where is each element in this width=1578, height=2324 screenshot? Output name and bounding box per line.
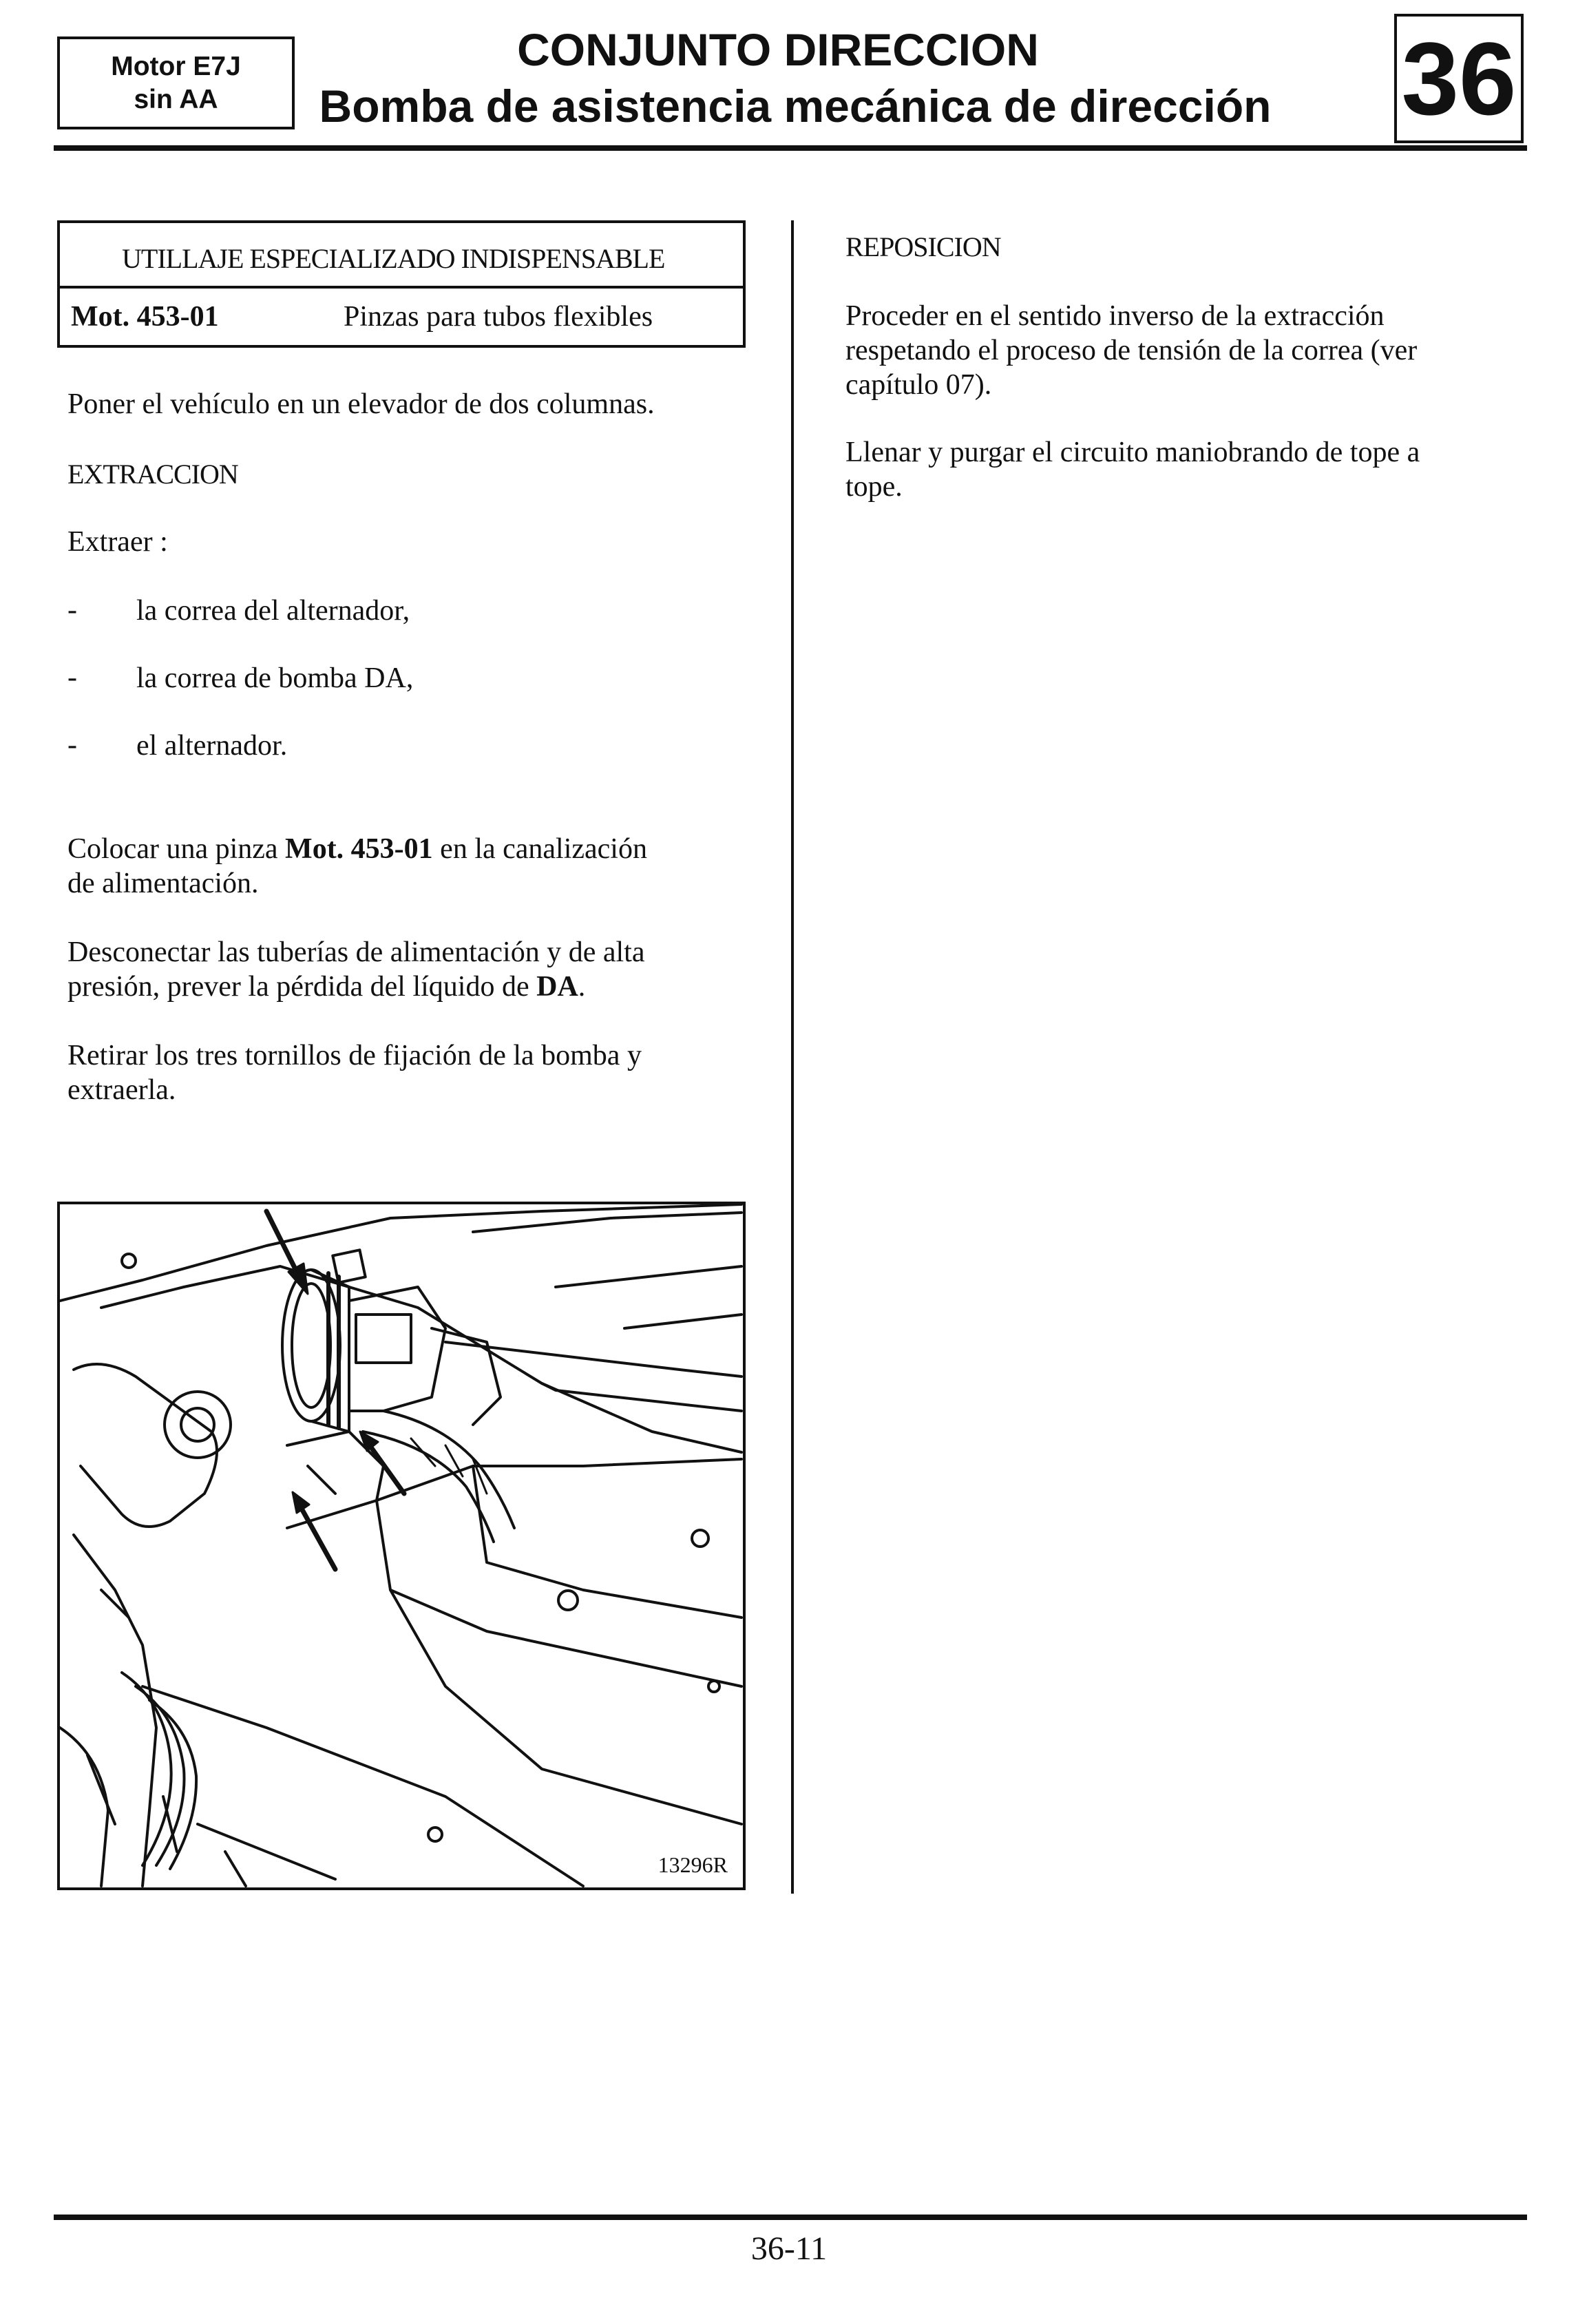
section-number: 36 [1401, 20, 1517, 136]
reposition-text: tope. [845, 471, 903, 503]
extract-label: Extraer : [67, 526, 168, 558]
intro-paragraph: Poner el vehículo en un elevador de dos columnas. [67, 388, 655, 420]
extraction-heading: EXTRACCION [67, 459, 238, 490]
disconnect-text: presión, prever la pérdida del líquido de [67, 971, 537, 1003]
column-divider [791, 220, 794, 1894]
page-number: 36-11 [750, 2230, 828, 2267]
tool-code-inline: Mot. 453-01 [285, 833, 433, 865]
engine-bay-drawing [60, 1204, 743, 1887]
header-rule [54, 145, 1527, 151]
tools-table-header-row [60, 223, 743, 289]
tool-description: Pinzas para tubos flexibles [344, 301, 653, 333]
da-inline: DA [536, 971, 578, 1003]
disconnect-text: . [578, 971, 586, 1003]
engine-line-1: Motor E7J [111, 51, 241, 81]
reposition-text: capítulo 07). [845, 369, 992, 401]
reposition-text: Llenar y purgar el circuito maniobrando de tope a [845, 437, 1420, 468]
reposition-text: respetando el proceso de tensión de la correa (ver [845, 335, 1418, 366]
list-item: el alternador. [136, 730, 288, 762]
reposition-paragraph-1 [845, 299, 1417, 402]
reposition-text: Proceder en el sentido inverso de la extracción [845, 300, 1385, 332]
clamp-paragraph [67, 832, 647, 901]
page-subtitle: Bomba de asistencia mecánica de dirección [319, 81, 1272, 132]
tool-code: Mot. 453-01 [71, 301, 219, 333]
tools-table [57, 220, 746, 348]
section-number-box [1394, 14, 1524, 143]
list-item: la correa de bomba DA, [136, 662, 414, 694]
engine-label-box [57, 36, 295, 129]
figure-reference: 13296R [658, 1852, 728, 1877]
clamp-text: Colocar una pinza [67, 833, 286, 865]
page-title: CONJUNTO DIRECCION [517, 24, 1039, 75]
list-item: la correa del alternador, [136, 595, 410, 627]
clamp-text: de alimentación. [67, 868, 259, 899]
list-bullet: - [67, 729, 77, 761]
tools-table-heading: UTILLAJE ESPECIALIZADO INDISPENSABLE [122, 243, 665, 274]
list-bullet: - [67, 662, 77, 693]
remove-text: Retirar los tres tornillos de fijación de la bomba y [67, 1040, 642, 1071]
clamp-text: en la canalización [432, 833, 647, 865]
disconnect-text: Desconectar las tuberías de alimentación y de alta [67, 936, 645, 968]
engine-line-2: sin AA [134, 84, 218, 114]
footer-rule [54, 2215, 1527, 2220]
technical-illustration [57, 1202, 746, 1890]
list-bullet: - [67, 594, 77, 626]
remove-text: extraerla. [67, 1074, 176, 1106]
disconnect-paragraph [67, 935, 644, 1004]
remove-paragraph [67, 1038, 642, 1107]
reposition-paragraph-2 [845, 435, 1420, 504]
reposition-heading: REPOSICION [845, 231, 1001, 262]
